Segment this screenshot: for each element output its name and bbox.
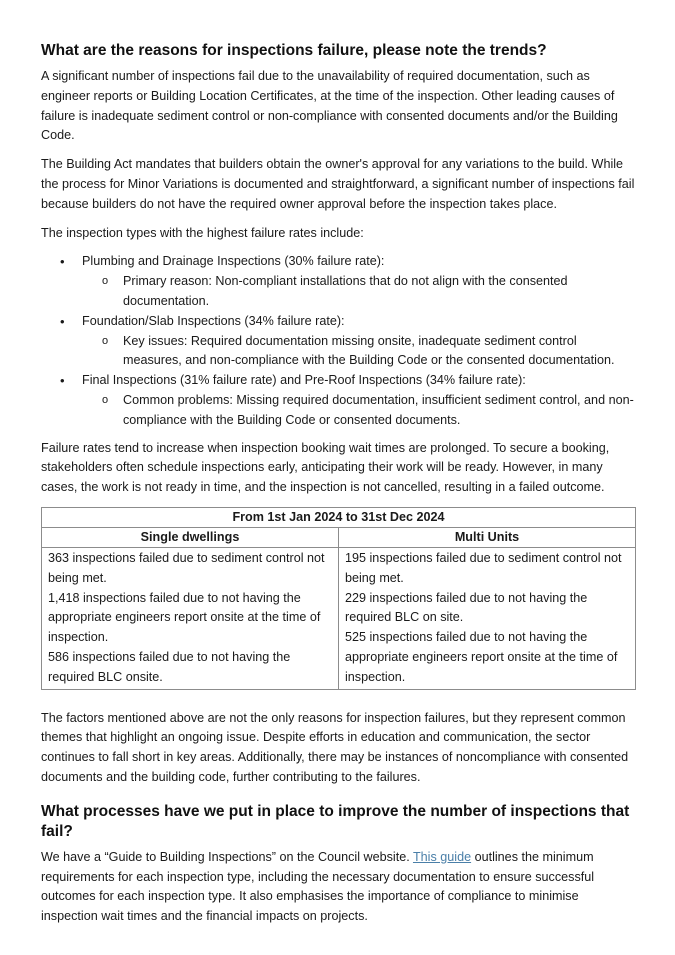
paragraph-wait-times: Failure rates tend to increase when inspection booking wait times are prolonged. To secure a booking, stakeholders often schedule inspections early, anticipating their work will be ready. However, in many cases, the work is not ready in time, and the inspection is not cancelled, resulting in a failed outcome. <box>41 440 610 495</box>
failure-statistics-table <box>41 507 636 690</box>
guide-text-after: outlines the minimum requirements for each inspection type, including the necessary documentation to ensure successful outcomes for each inspection type. It also emphasises the importance of compliance to minimise inspection wait times and the financial impacts on projects. <box>41 849 595 924</box>
sub-list-item: o Common problems: Missing required documentation, insufficient sediment control, and non-compliance with the Building Code or consented documents. <box>82 391 635 431</box>
paragraph-guide <box>41 848 635 927</box>
paragraph-building-act: The Building Act mandates that builders obtain the owner's approval for any variations to the build. While the process for Minor Variations is documented and straightforward, a significant number of inspections fail because builders do not have the required owner approval before the inspection takes place. <box>41 157 635 211</box>
column-header-single-dwellings: Single dwellings <box>42 527 339 547</box>
sub-list-item: o Key issues: Required documentation missing onsite, inadequate sediment control measures, and non-compliance with the Building Code or the consented documentation. <box>82 332 635 372</box>
sub-list <box>82 272 635 312</box>
list-item-final <box>41 371 635 430</box>
document-page <box>41 41 635 936</box>
section-heading-processes: What processes have we put in place to improve the number of inspections that fail? <box>41 802 630 840</box>
guide-link[interactable]: This guide <box>412 849 472 864</box>
table-row <box>42 547 636 689</box>
guide-text-before: We have a “Guide to Building Inspections” on the Council website. <box>41 849 413 864</box>
paragraph-failure-types-intro: The inspection types with the highest failure rates include: <box>41 225 364 240</box>
table-header-row <box>42 527 636 547</box>
paragraph-documentation: A significant number of inspections fail due to the unavailability of required documentation, such as engineer reports or Building Location Certificates, at the time of the inspection. Other leading causes of failure is inadequate sediment control or non-compliance with consented documents and/or the Building Code. <box>41 69 618 143</box>
paragraph-closing: The factors mentioned above are not the only reasons for inspection failures, but they represent common themes that highlight an ongoing issue. Despite efforts in education and communication, the sector continues to fall short in key areas. Additionally, there may be instances of noncompliance with consented documents and the building code, further contributing to the failures. <box>41 710 629 784</box>
section-heading-failure-reasons: What are the reasons for inspections failure, please note the trends? <box>41 42 547 59</box>
column-header-multi-units: Multi Units <box>339 527 636 547</box>
list-item-label: Plumbing and Drainage Inspections (30% failure rate): <box>82 254 385 269</box>
sub-list <box>82 332 635 372</box>
table-title-row <box>42 507 636 527</box>
sub-list-item: o Primary reason: Non-compliant installations that do not align with the consented documentation. <box>82 272 635 312</box>
sub-list <box>82 391 635 431</box>
list-item-label: Foundation/Slab Inspections (34% failure rate): <box>82 313 345 328</box>
cell-line: 1,418 inspections failed due to not having the appropriate engineers report onsite at the time of inspection. <box>48 590 321 645</box>
table-cell-single-dwellings <box>42 547 339 689</box>
failure-types-list <box>41 252 635 430</box>
cell-line: 586 inspections failed due to not having the required BLC onsite. <box>48 649 291 684</box>
cell-line: 195 inspections failed due to sediment control not being met. <box>345 550 622 585</box>
list-item-label: Final Inspections (31% failure rate) and Pre-Roof Inspections (34% failure rate): <box>82 373 526 388</box>
table-title: From 1st Jan 2024 to 31st Dec 2024 <box>42 507 636 527</box>
cell-line: 229 inspections failed due to not having the required BLC on site. <box>345 590 588 625</box>
list-item-foundation <box>41 312 635 371</box>
list-item-plumbing <box>41 252 635 311</box>
cell-line: 525 inspections failed due to not having the appropriate engineers report onsite at the time of inspection. <box>345 630 618 684</box>
cell-line: 363 inspections failed due to sediment control not being met. <box>48 550 325 585</box>
table-cell-multi-units <box>339 547 636 689</box>
